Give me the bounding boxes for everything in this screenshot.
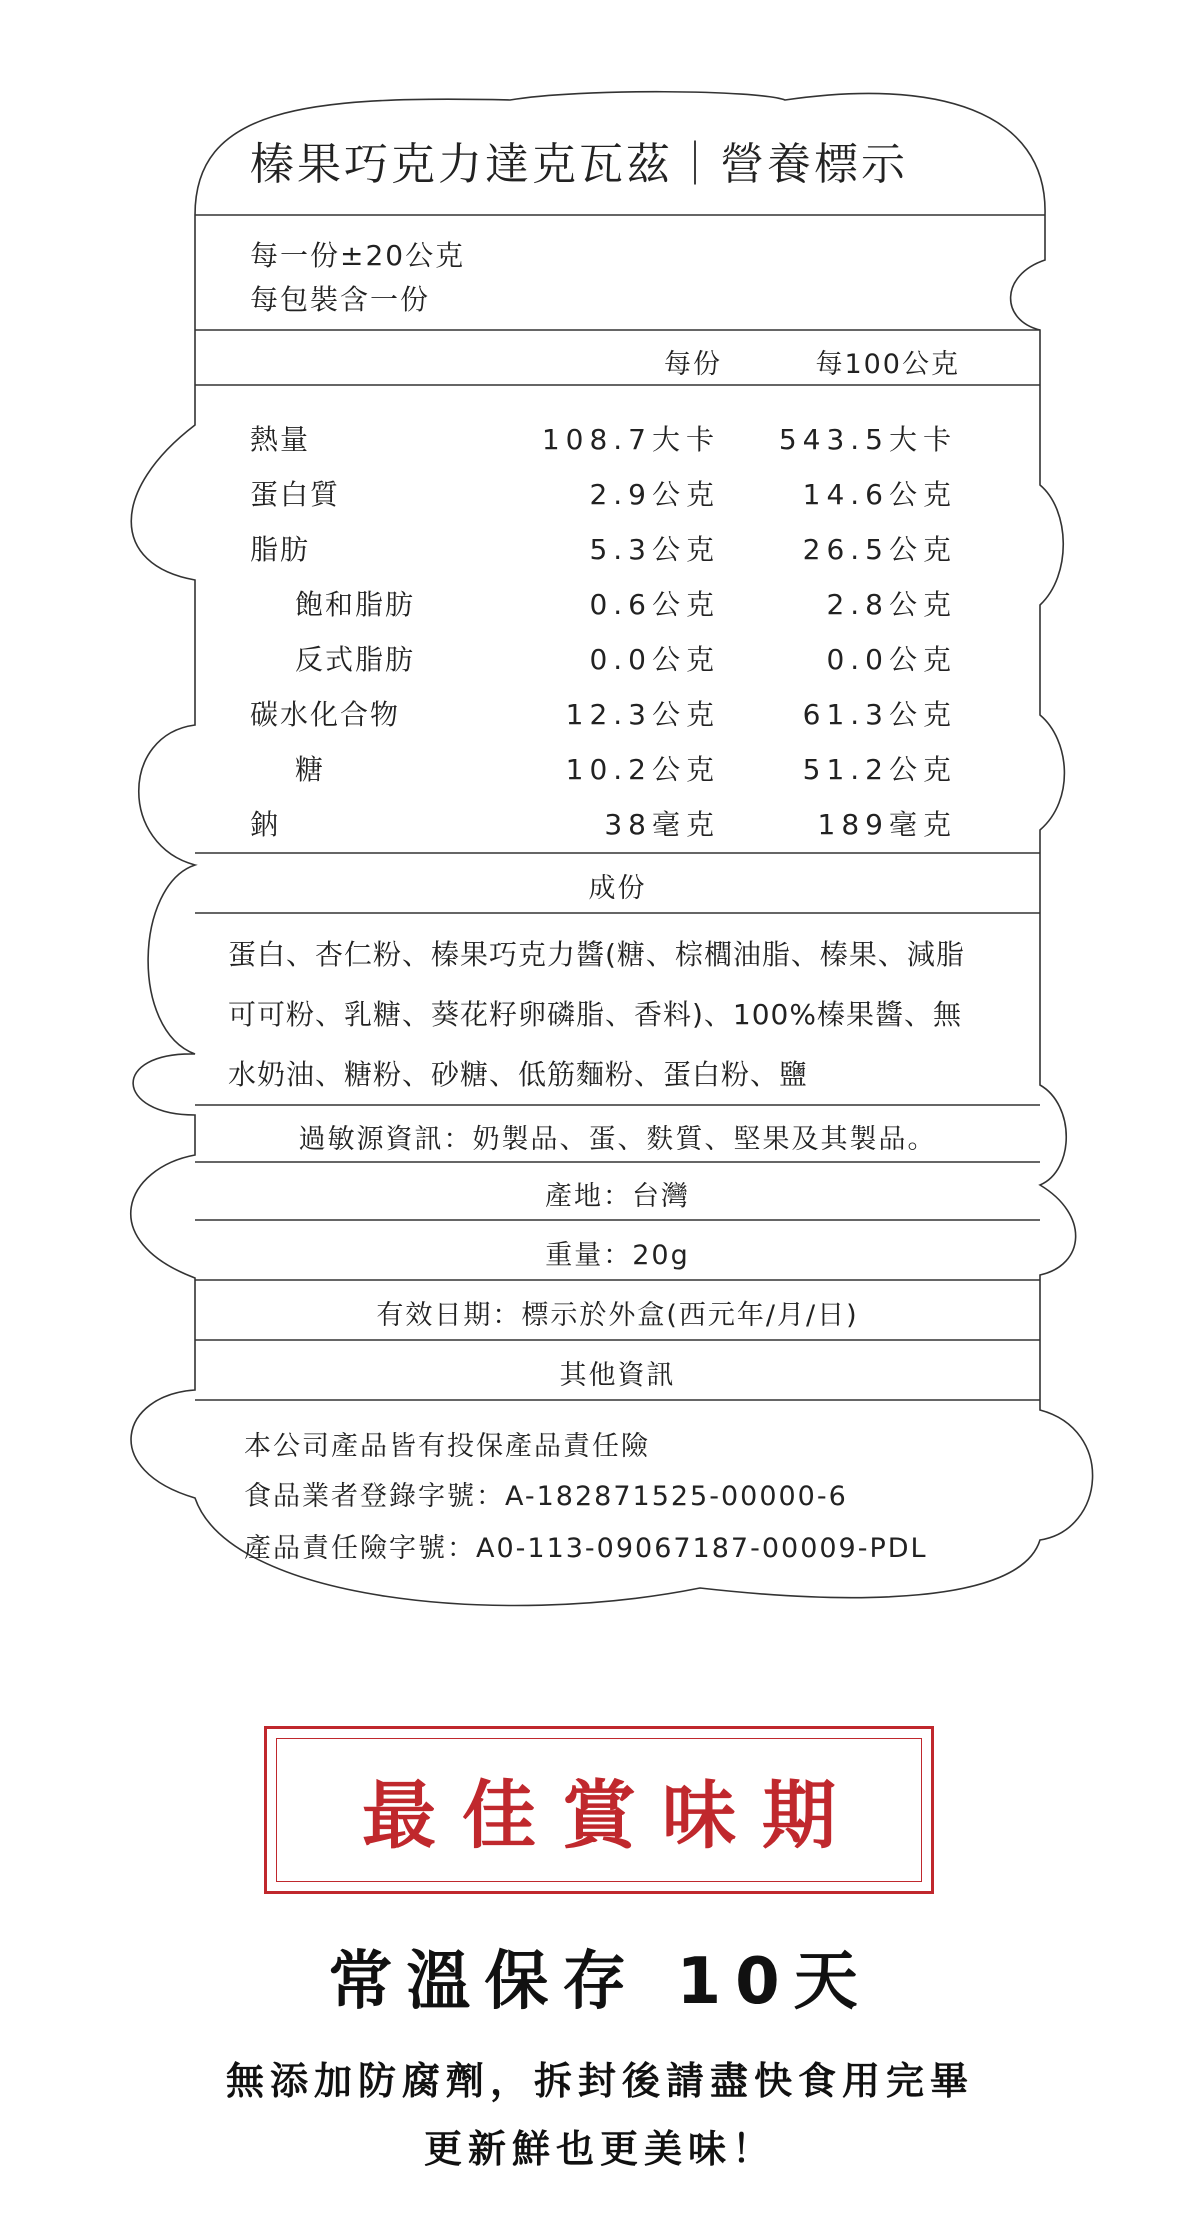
expiry-info: 有效日期：標示於外盒(西元年/月/日) [376, 1300, 859, 1331]
allergen-info: 過敏源資訊：奶製品、蛋、麩質、堅果及其製品。 [298, 1124, 937, 1155]
nutrient-per-serving: 5.3公克 [589, 533, 720, 566]
nutrient-row-saturated-fat [0, 583, 1200, 623]
other-info-line-2: 食品業者登錄字號：A-182871525-00000-6 [244, 1481, 848, 1512]
ingredients-heading: 成份 [588, 873, 647, 904]
weight-info: 重量：20g [545, 1240, 690, 1271]
servings-per-package: 每包裝含一份 [250, 283, 431, 316]
nutrient-row-carbohydrate [0, 693, 1200, 733]
origin-info: 產地：台灣 [545, 1181, 690, 1212]
nutrient-per-100g: 26.5公克 [802, 533, 957, 566]
nutrient-label: 飽和脂肪 [295, 588, 416, 621]
nutrient-per-100g: 14.6公克 [802, 478, 957, 511]
ingredients-line-3: 水奶油、糖粉、砂糖、低筋麵粉、蛋白粉、鹽 [228, 1058, 809, 1091]
nutrient-label: 鈉 [250, 808, 281, 841]
nutrient-row-protein [0, 473, 1200, 513]
ingredients-line-1: 蛋白、杏仁粉、榛果巧克力醬(糖、棕櫚油脂、榛果、減脂 [228, 938, 965, 971]
ingredients-line-2: 可可粉、乳糖、葵花籽卵磷脂、香料)、100%榛果醬、無 [228, 998, 962, 1031]
column-header-per-serving: 每份 [664, 349, 722, 380]
nutrient-per-serving: 0.6公克 [589, 588, 720, 621]
shelf-life-box [264, 1726, 934, 1894]
nutrient-per-serving: 0.0公克 [589, 643, 720, 676]
nutrient-label: 熱量 [250, 423, 311, 456]
nutrient-per-serving: 10.2公克 [565, 753, 720, 786]
other-info-heading: 其他資訊 [559, 1360, 676, 1391]
shelf-life-label: 最佳賞味期 [276, 1738, 922, 1882]
nutrient-row-sugar [0, 748, 1200, 788]
nutrient-per-serving: 108.7大卡 [541, 423, 720, 456]
nutrient-label: 脂肪 [250, 533, 311, 566]
nutrient-label: 糖 [295, 753, 326, 786]
storage-info: 常溫保存 10天 [328, 1945, 872, 2019]
nutrient-label: 碳水化合物 [250, 698, 401, 731]
other-info-line-1: 本公司產品皆有投保產品責任險 [244, 1431, 650, 1462]
nutrient-row-calories [0, 418, 1200, 458]
nutrient-per-serving: 12.3公克 [565, 698, 720, 731]
nutrient-per-100g: 61.3公克 [802, 698, 957, 731]
nutrient-per-serving: 38毫克 [604, 808, 720, 841]
nutrient-per-serving: 2.9公克 [589, 478, 720, 511]
preservative-note-line-2: 更新鮮也更美味！ [423, 2127, 776, 2171]
nutrient-per-100g: 2.8公克 [826, 588, 957, 621]
nutrient-per-100g: 51.2公克 [802, 753, 957, 786]
label-title: 榛果巧克力達克瓦茲｜營養標示 [250, 139, 908, 190]
column-header-per-100g: 每100公克 [815, 349, 960, 380]
nutrient-label: 蛋白質 [250, 478, 341, 511]
nutrient-label: 反式脂肪 [295, 643, 416, 676]
nutrient-row-fat [0, 528, 1200, 568]
preservative-note-line-1: 無添加防腐劑，拆封後請盡快食用完畢 [225, 2059, 974, 2103]
nutrient-row-trans-fat [0, 638, 1200, 678]
nutrient-per-100g: 189毫克 [817, 808, 957, 841]
nutrient-per-100g: 0.0公克 [826, 643, 957, 676]
other-info-line-3: 產品責任險字號：A0-113-09067187-00009-PDL [244, 1533, 928, 1564]
serving-size: 每一份±20公克 [250, 239, 466, 272]
nutrient-row-sodium [0, 803, 1200, 843]
nutrient-per-100g: 543.5大卡 [778, 423, 957, 456]
